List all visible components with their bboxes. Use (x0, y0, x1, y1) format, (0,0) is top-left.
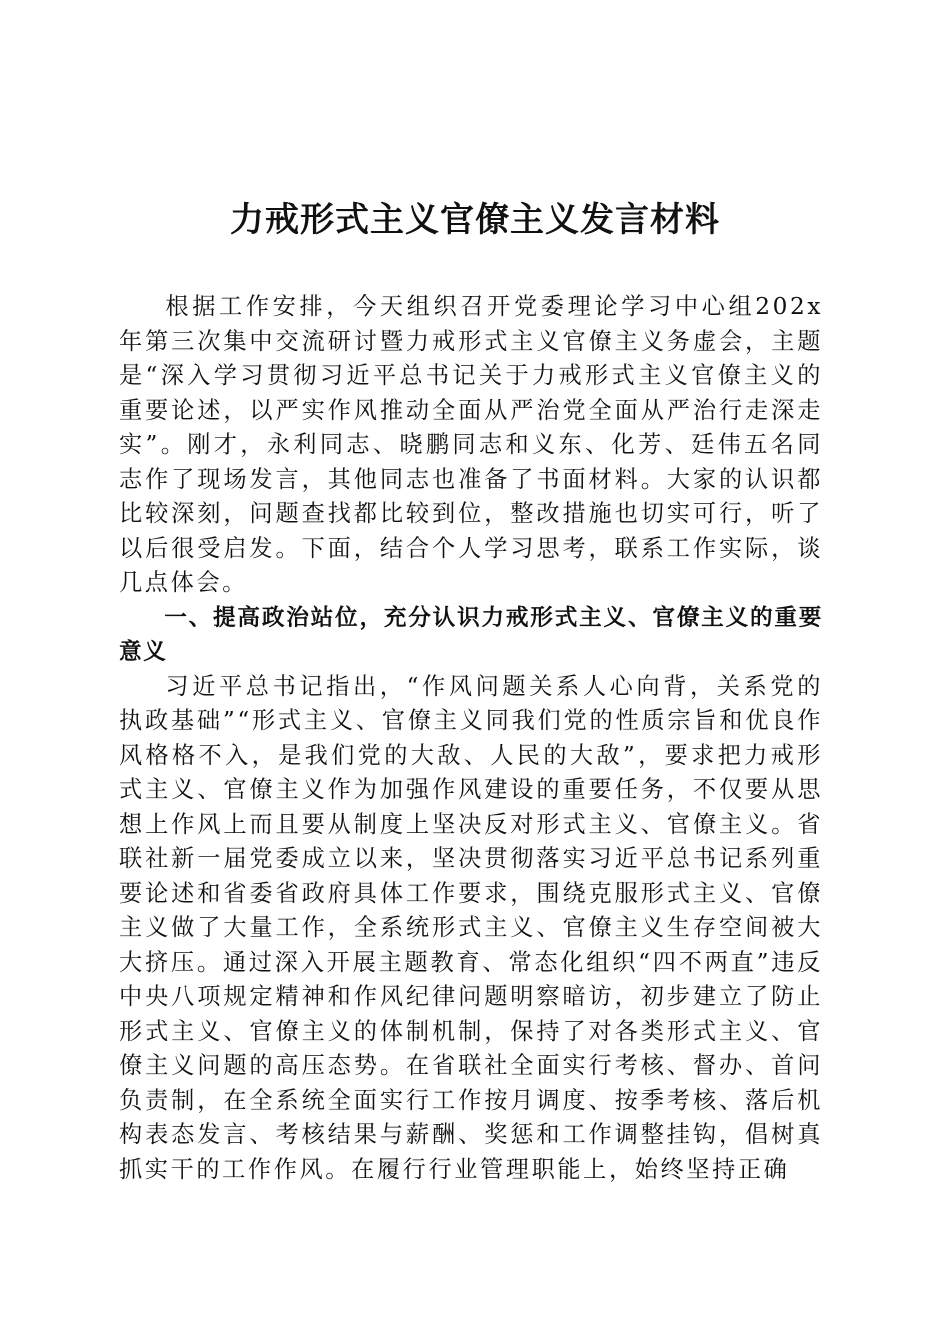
document-title: 力戒形式主义官僚主义发言材料 (230, 200, 720, 240)
document-body (119, 290, 823, 1187)
section-paragraph: 习近平总书记指出，“作风问题关系人心向背，关系党的执政基础”“形式主义、官僚主义同我们党的性质宗旨和优良作风格格不入，是我们党的大敌、人民的大敌”，要求把力戒形式主义、官僚主义作为加强作风建设的重要任务，不仅要从思想上作风上而且要从制度上坚决反对形式主义、官僚主义。省联社新一届党委成立以来，坚决贯彻落实习近平总书记系列重要论述和省委省政府具体工作要求，围绕克服形式主义、官僚主义做了大量工作，全系统形式主义、官僚主义生存空间被大大挤压。通过深入开展主题教育、常态化组织“四不两直”违反中央八项规定精神和作风纪律问题明察暗访，初步建立了防止形式主义、官僚主义的体制机制，保持了对各类形式主义、官僚主义问题的高压态势。在省联社全面实行考核、督办、首问负责制，在全系统全面实行工作按月调度、按季考核、落后机构表态发言、考核结果与薪酬、奖惩和工作调整挂钩，倡树真抓实干的工作作风。在履行行业管理职能上，始终坚持正确 (119, 672, 823, 1183)
intro-paragraph: 根据工作安排，今天组织召开党委理论学习中心组202x年第三次集中交流研讨暨力戒形式主义官僚主义务虚会，主题是“深入学习贯彻习近平总书记关于力戒形式主义官僚主义的重要论述，以严实作风推动全面从严治党全面从严治行走深走实”。刚才，永利同志、晓鹏同志和义东、化芳、廷伟五名同志作了现场发言，其他同志也准备了书面材料。大家的认识都比较深刻，问题查找都比较到位，整改措施也切实可行，听了以后很受启发。下面，结合个人学习思考，联系工作实际，谈几点体会。 (119, 293, 823, 596)
section-heading: 一、提高政治站位，充分认识力戒形式主义、官僚主义的重要意义 (119, 604, 823, 665)
